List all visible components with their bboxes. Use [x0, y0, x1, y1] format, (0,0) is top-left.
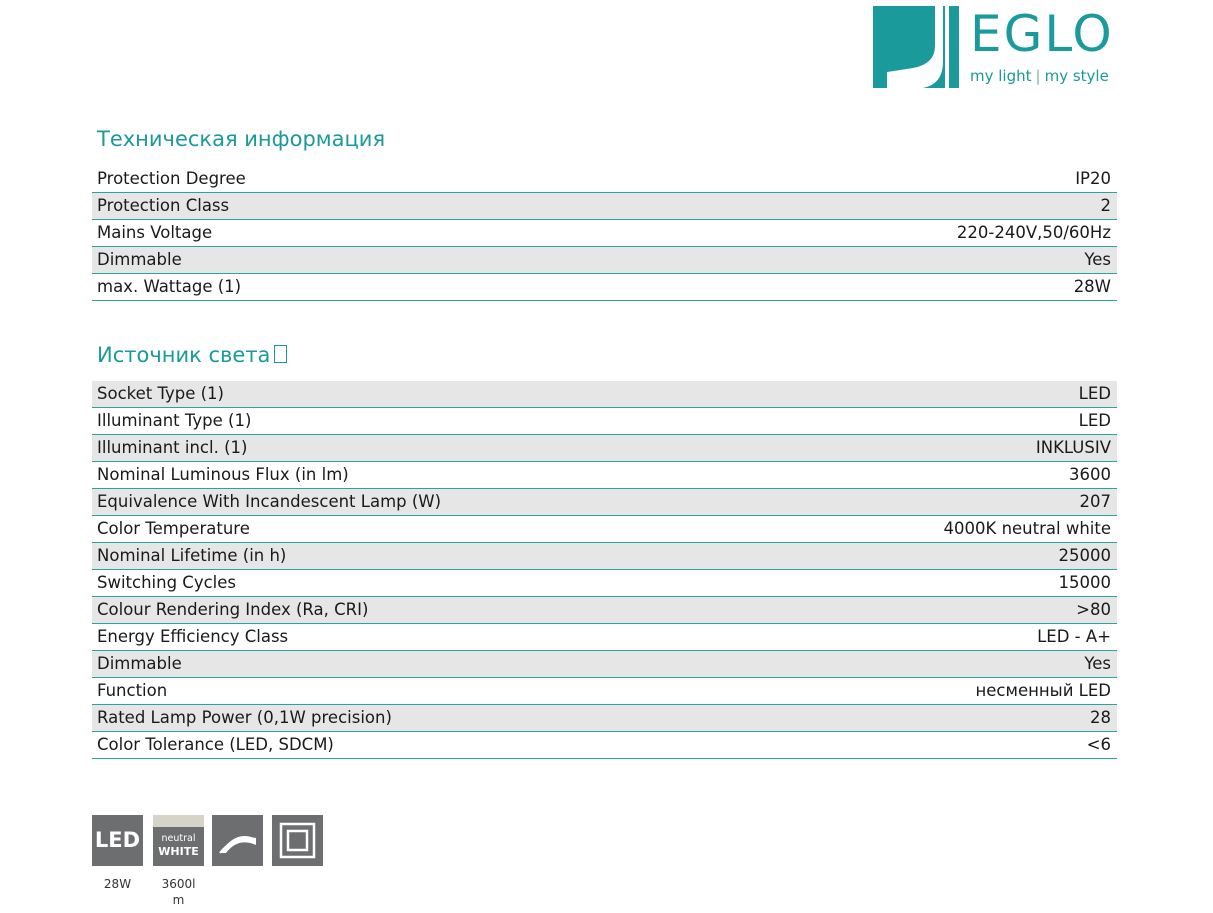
neutral-white-icon-swatch [153, 815, 204, 827]
table-row [92, 570, 1117, 597]
table-row [92, 247, 1117, 274]
section-title-light-source [97, 342, 287, 368]
class-2-icon [272, 815, 323, 866]
table-row [92, 651, 1117, 678]
brand-name: EGLO [970, 5, 1114, 63]
row-value: 15000 [774, 570, 1117, 597]
row-value: LED [774, 381, 1117, 408]
row-label: Color Temperature [92, 516, 774, 543]
row-label: max. Wattage (1) [92, 274, 596, 301]
technical-info-table [92, 166, 1117, 301]
row-label: Nominal Lifetime (in h) [92, 543, 774, 570]
row-value: 28 [774, 705, 1117, 732]
table-row [92, 597, 1117, 624]
square-icon [274, 345, 287, 363]
row-label: Protection Class [92, 193, 596, 220]
row-label: Energy Efficiency Class [92, 624, 774, 651]
row-label: Equivalence With Incandescent Lamp (W) [92, 489, 774, 516]
row-label: Rated Lamp Power (0,1W precision) [92, 705, 774, 732]
row-value: IP20 [596, 166, 1117, 193]
section-title-text: Источник света [97, 343, 271, 367]
table-row [92, 489, 1117, 516]
row-value: >80 [774, 597, 1117, 624]
row-value: INKLUSIV [774, 435, 1117, 462]
row-value: Yes [596, 247, 1117, 274]
row-label: Mains Voltage [92, 220, 596, 247]
section-title-text: Техническая информация [97, 127, 386, 151]
row-value: <6 [774, 732, 1117, 759]
row-label: Color Tolerance (LED, SDCM) [92, 732, 774, 759]
table-row [92, 220, 1117, 247]
row-value: LED [774, 408, 1117, 435]
light-source-table [92, 381, 1117, 759]
neutral-white-icon-caption [153, 876, 204, 908]
white-label: WHITE [158, 845, 199, 858]
tagline-separator: | [1035, 67, 1041, 85]
row-value: 207 [774, 489, 1117, 516]
led-icon-caption: 28W [103, 877, 132, 891]
row-value: 220-240V,50/60Hz [596, 220, 1117, 247]
row-value: 25000 [774, 543, 1117, 570]
dimmer-icon [212, 815, 263, 866]
row-label: Dimmable [92, 651, 774, 678]
neutral-label: neutral [161, 833, 196, 844]
row-label: Dimmable [92, 247, 596, 274]
table-row [92, 624, 1117, 651]
tagline-part-1: my light [970, 67, 1032, 85]
brand-tagline [970, 66, 1109, 86]
row-label: Colour Rendering Index (Ra, CRI) [92, 597, 774, 624]
table-row [92, 462, 1117, 489]
row-value: Yes [774, 651, 1117, 678]
table-row [92, 705, 1117, 732]
row-label: Switching Cycles [92, 570, 774, 597]
table-row [92, 543, 1117, 570]
led-icon [92, 815, 143, 866]
row-value: LED - A+ [774, 624, 1117, 651]
tagline-part-2: my style [1044, 67, 1109, 85]
section-title-technical [97, 126, 385, 152]
row-value: 2 [596, 193, 1117, 220]
row-label: Nominal Luminous Flux (in lm) [92, 462, 774, 489]
row-value: 28W [596, 274, 1117, 301]
caption-line-2: m [172, 893, 185, 907]
table-row [92, 732, 1117, 759]
neutral-white-icon [153, 815, 204, 866]
row-value: 4000K neutral white [774, 516, 1117, 543]
table-row [92, 678, 1117, 705]
row-label: Illuminant incl. (1) [92, 435, 774, 462]
neutral-white-icon-label [153, 827, 204, 866]
row-label: Socket Type (1) [92, 381, 774, 408]
table-row [92, 516, 1117, 543]
row-label: Protection Degree [92, 166, 596, 193]
eglo-logo-mark [873, 6, 959, 88]
table-row [92, 408, 1117, 435]
table-row [92, 193, 1117, 220]
table-row [92, 381, 1117, 408]
led-icon-text: LED [94, 828, 141, 852]
table-row [92, 166, 1117, 193]
row-value: несменный LED [774, 678, 1117, 705]
table-row [92, 274, 1117, 301]
row-label: Function [92, 678, 774, 705]
caption-line-1: 3600l [161, 877, 196, 891]
table-row [92, 435, 1117, 462]
row-value: 3600 [774, 462, 1117, 489]
eglo-logo [873, 4, 1123, 88]
row-label: Illuminant Type (1) [92, 408, 774, 435]
